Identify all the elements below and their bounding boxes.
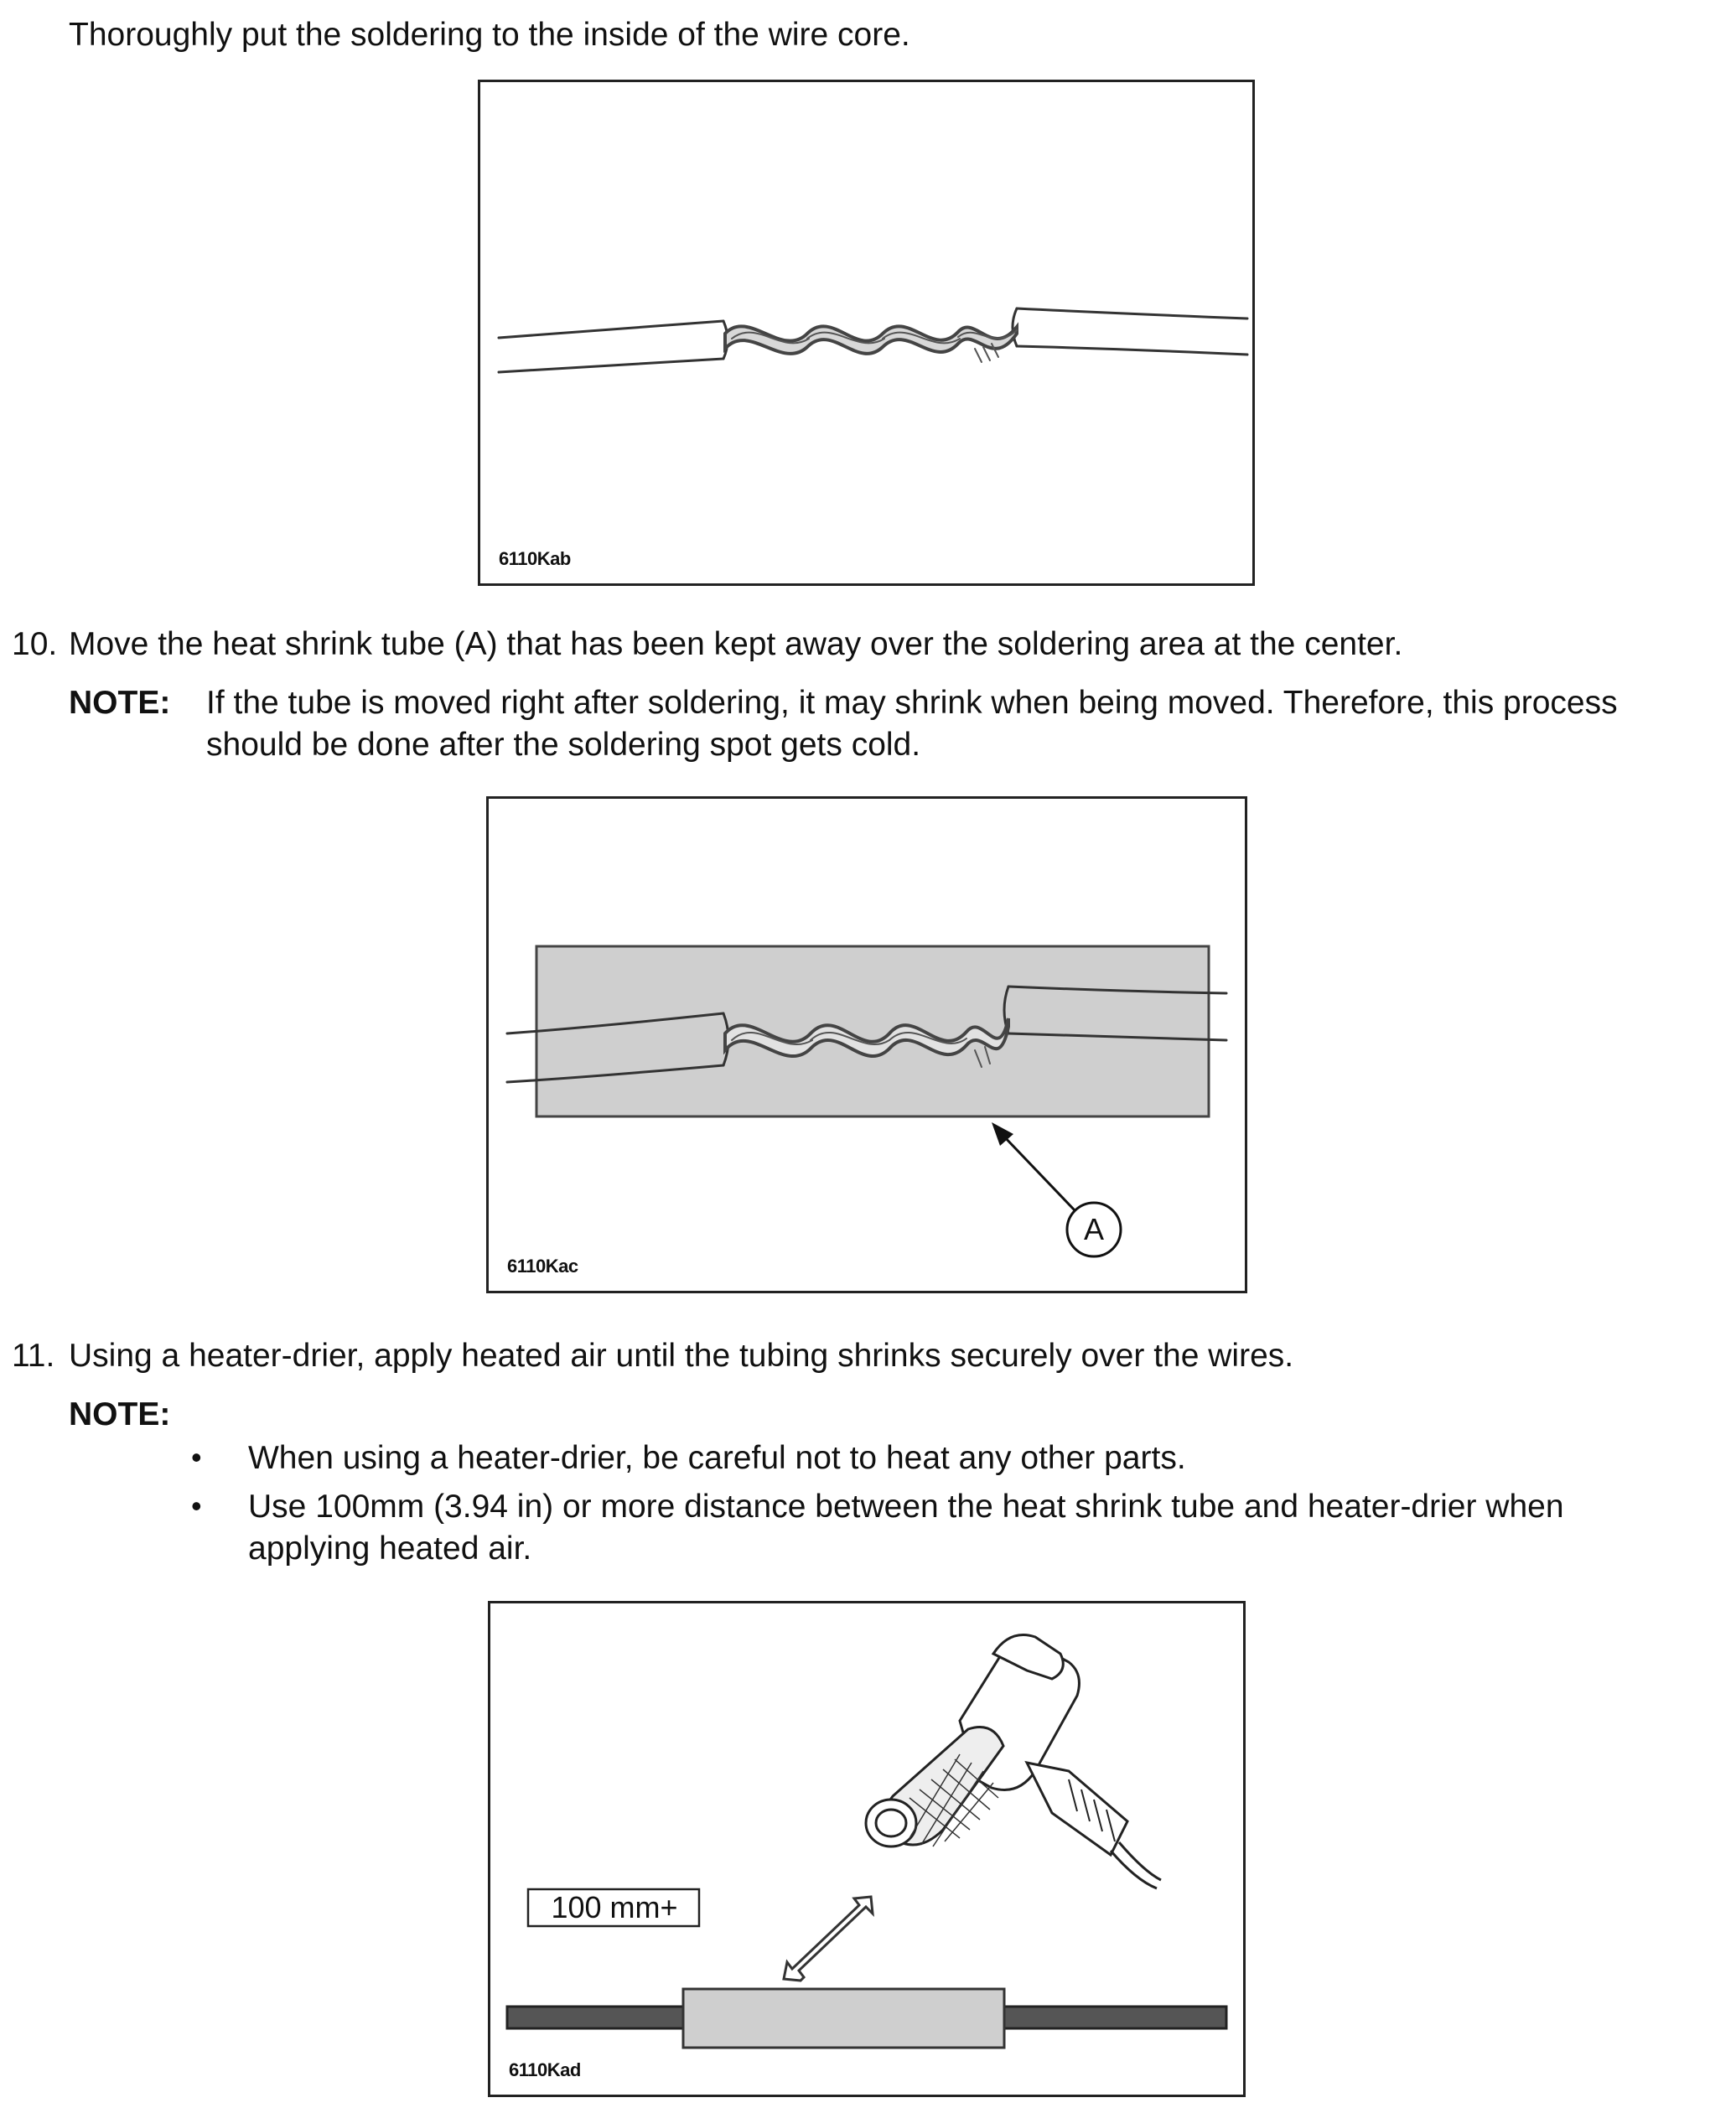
step-number: 10. bbox=[12, 626, 58, 662]
heat-shrink-tube bbox=[683, 1989, 1004, 2048]
callout-letter: A bbox=[1083, 1212, 1104, 1246]
figure-id-label: 6110Kac bbox=[507, 1256, 578, 1277]
step-number: 11. bbox=[12, 1338, 55, 1374]
note-bullet-line: applying heated air. bbox=[248, 1531, 532, 1567]
note-label: NOTE: bbox=[69, 685, 171, 721]
note-bullet-line: When using a heater-drier, be careful not to heat any other parts. bbox=[248, 1440, 1186, 1476]
heat-shrink-tube-illustration bbox=[489, 799, 1245, 1291]
figure-heater-drier bbox=[488, 1601, 1246, 2097]
bullet-dot: • bbox=[191, 1440, 202, 1474]
heat-shrink-tube bbox=[536, 946, 1209, 1116]
note-bullet-line: Use 100mm (3.94 in) or more distance between the heat shrink tube and heater-drier when bbox=[248, 1489, 1564, 1525]
intro-text: Thoroughly put the soldering to the inside of the wire core. bbox=[69, 17, 910, 53]
figure-twisted-wires bbox=[478, 80, 1255, 586]
distance-label: 100 mm+ bbox=[551, 1890, 678, 1924]
note-label: NOTE: bbox=[69, 1396, 171, 1432]
distance-arrow bbox=[784, 1897, 873, 1981]
twisted-wires-illustration bbox=[480, 82, 1252, 583]
heater-drier-illustration bbox=[490, 1603, 1243, 2095]
heater-drier-gun bbox=[866, 1635, 1161, 1889]
step-text: Move the heat shrink tube (A) that has been kept away over the soldering area at the center. bbox=[69, 626, 1403, 662]
note-line: should be done after the soldering spot gets cold. bbox=[206, 727, 921, 763]
note-line: If the tube is moved right after soldering, it may shrink when being moved. Therefore, this process bbox=[206, 685, 1618, 721]
figure-id-label: 6110Kab bbox=[499, 548, 571, 569]
figure-id-label: 6110Kad bbox=[509, 2059, 581, 2080]
step-text: Using a heater-drier, apply heated air until the tubing shrinks securely over the wires. bbox=[69, 1338, 1294, 1374]
bullet-dot: • bbox=[191, 1489, 202, 1523]
figure-heat-shrink-tube bbox=[486, 796, 1247, 1293]
